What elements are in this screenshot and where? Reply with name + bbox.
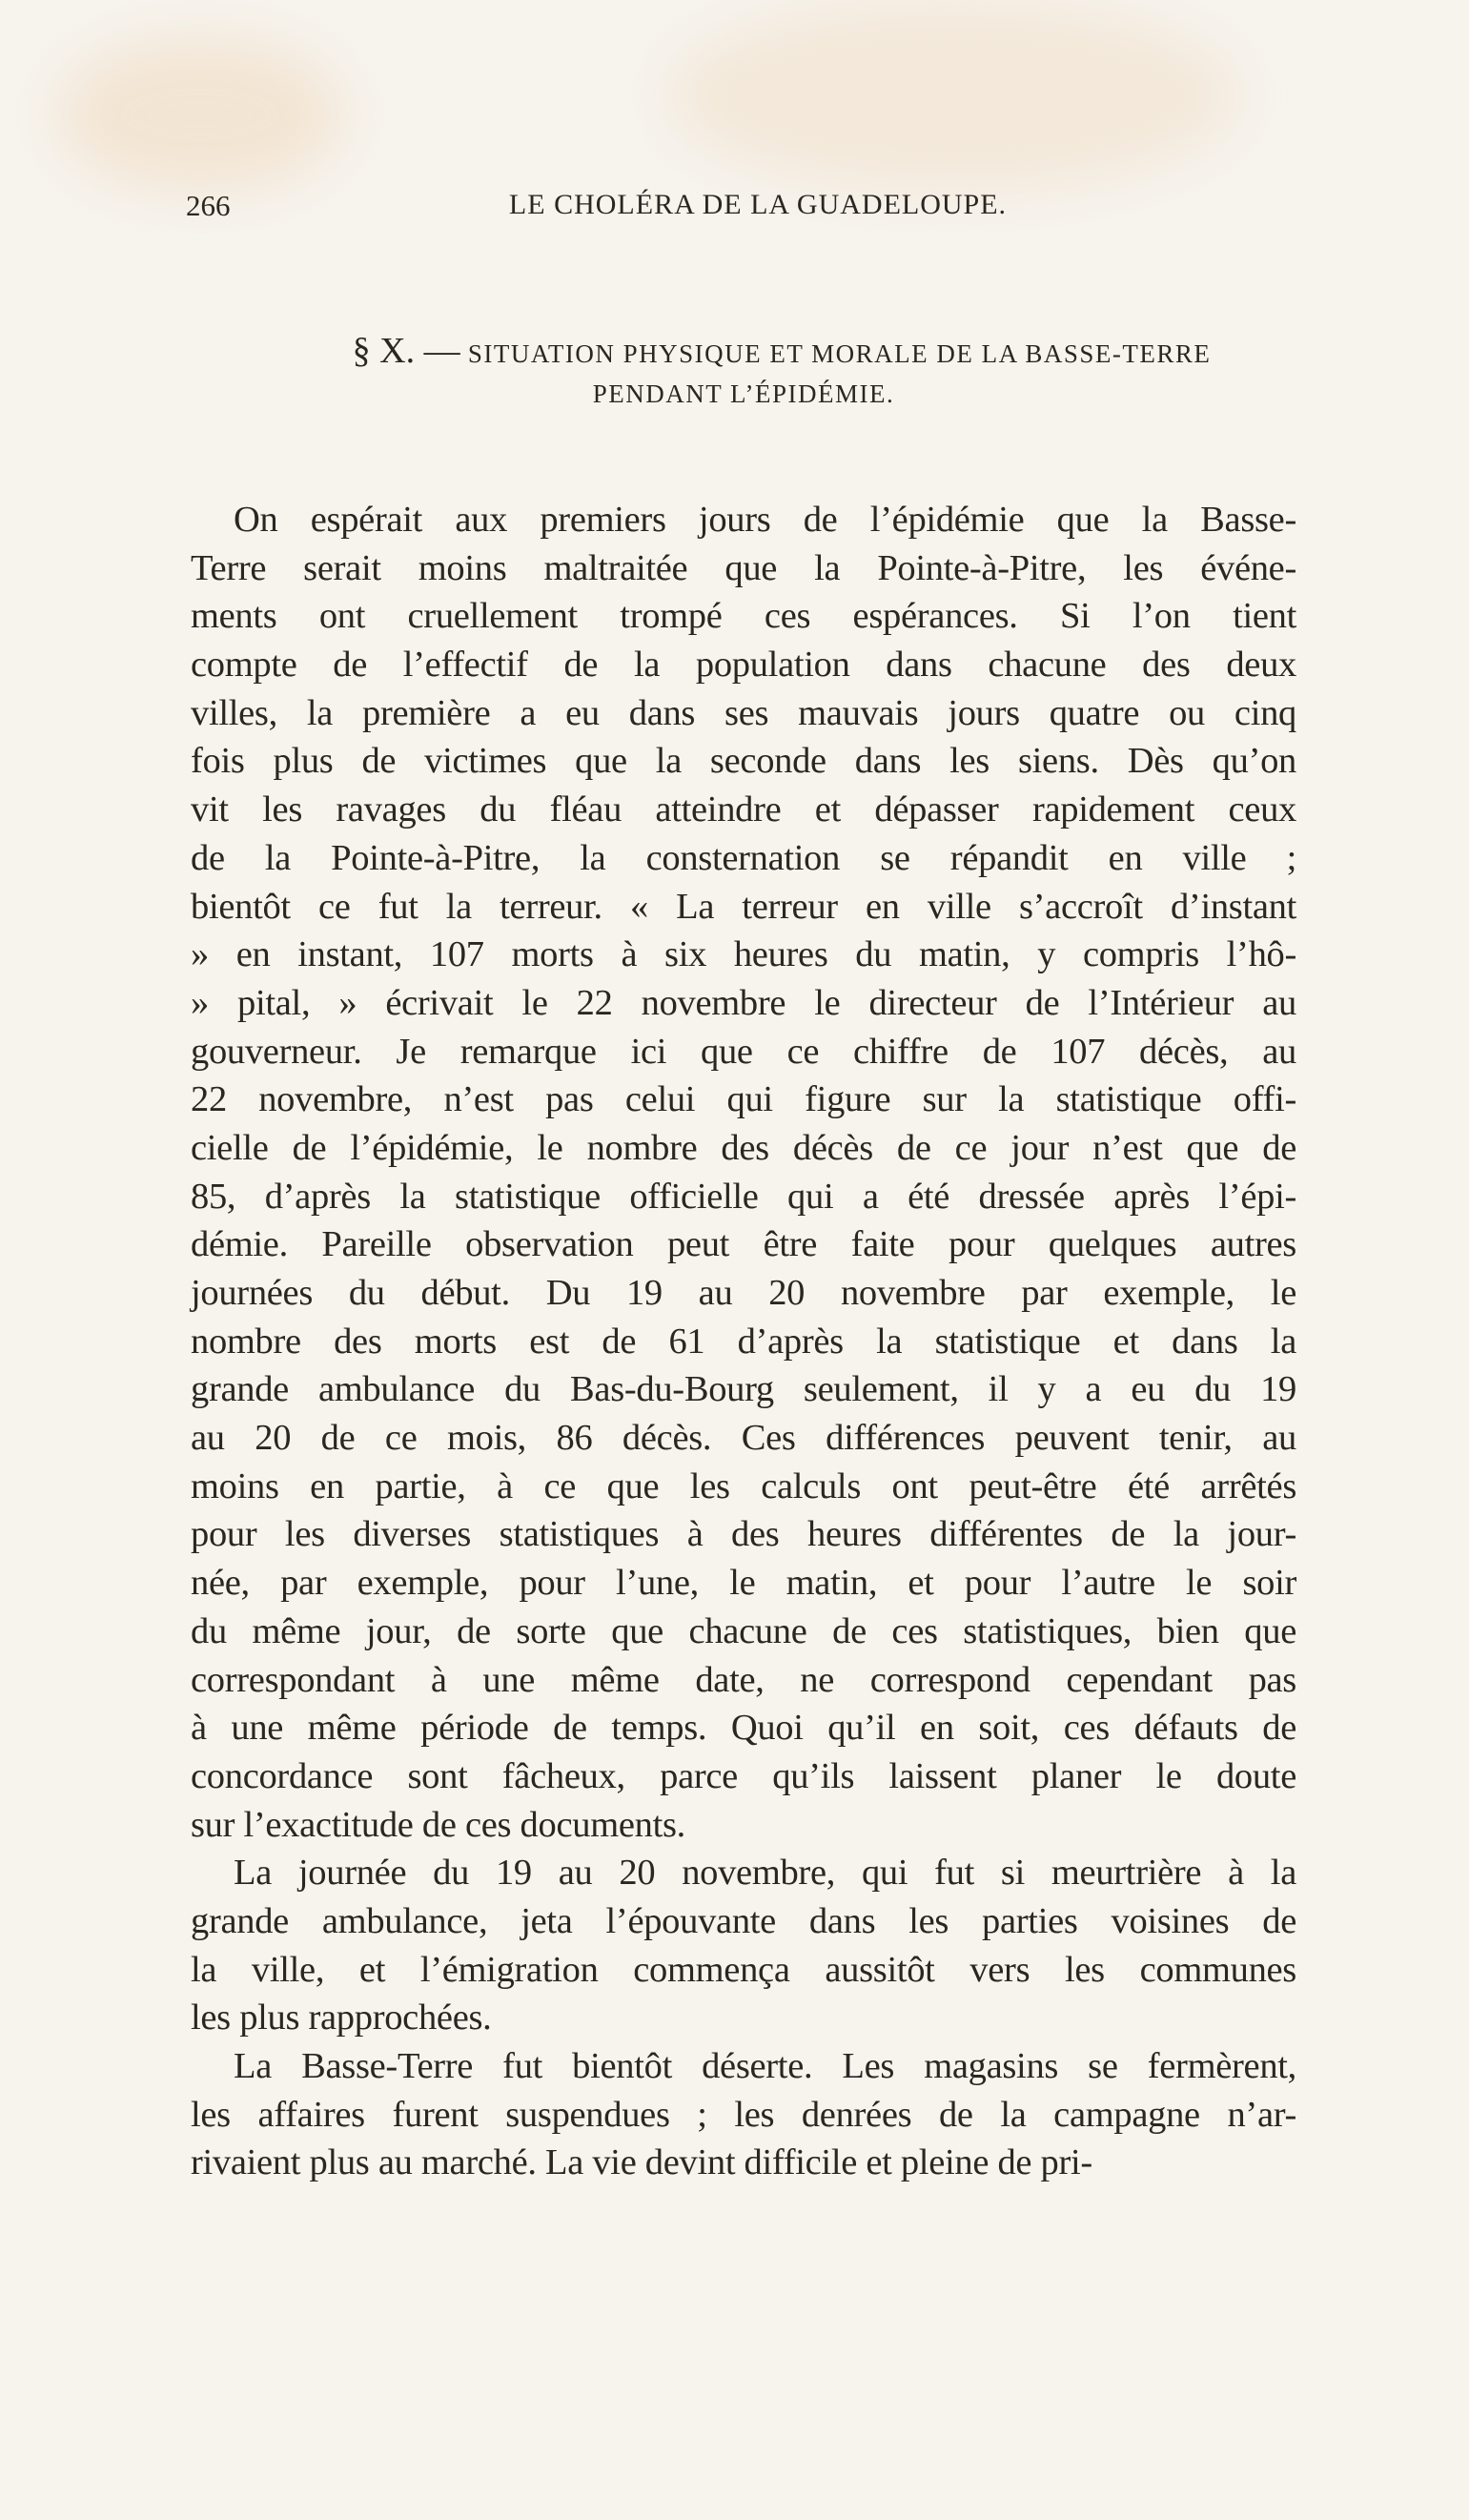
section-title-line-2: PENDANT L’ÉPIDÉMIE.	[592, 379, 895, 408]
body-text	[191, 496, 1296, 2187]
text-line: vit les ravages du fléau atteindre et dépasser rapidement ceux	[191, 789, 1296, 830]
text-line: compte de l’effectif de la population dans chacune des deux	[191, 645, 1296, 686]
running-header	[186, 189, 1301, 236]
text-line: née, par exemple, pour l’une, le matin, et pour l’autre le soir	[191, 1563, 1296, 1604]
paper-stain	[667, 0, 1239, 191]
text-line: La Basse-Terre fut bientôt déserte. Les magasins se fermèrent,	[234, 2046, 1296, 2086]
text-line: concordance sont fâcheux, parce qu’ils laissent planer le doute	[191, 1755, 1296, 1796]
text-line: 22 novembre, n’est pas celui qui figure sur la statistique offi-	[191, 1079, 1296, 1120]
text-line: grande ambulance, jeta l’épouvante dans les parties voisines de	[191, 1900, 1296, 1941]
running-title: LE CHOLÉRA DE LA GUADELOUPE.	[508, 189, 1008, 220]
text-line: bientôt ce fut la terreur. « La terreur en ville s’accroît d’instant	[191, 886, 1296, 927]
text-line: » pital, » écrivait le 22 novembre le directeur de l’Intérieur au	[191, 982, 1296, 1023]
text-line: correspondant à une même date, ne correspond cependant pas	[191, 1659, 1296, 1700]
text-line: fois plus de victimes que la seconde dans les siens. Dès qu’on	[191, 741, 1296, 782]
text-line: de la Pointe-à-Pitre, la consternation se répandit en ville ;	[191, 837, 1296, 878]
text-line: cielle de l’épidémie, le nombre des décès de ce jour n’est que de	[191, 1127, 1296, 1168]
text-line: villes, la première a eu dans ses mauvais jours quatre ou cinq	[191, 692, 1296, 733]
text-line: Terre serait moins maltraitée que la Pointe-à-Pitre, les événe-	[191, 547, 1296, 588]
paper-stain	[57, 38, 343, 191]
text-line: la ville, et l’émigration commença aussitôt vers les communes	[191, 1949, 1296, 1990]
text-line: moins en partie, à ce que les calculs ont peut-être été arrêtés	[191, 1465, 1296, 1506]
text-line: au 20 de ce mois, 86 décès. Ces différences peuvent tenir, au	[191, 1418, 1296, 1459]
page-number: 266	[186, 189, 231, 222]
text-line: 85, d’après la statistique officielle qui a été dressée après l’épi-	[191, 1176, 1296, 1217]
text-line: démie. Pareille observation peut être faite pour quelques autres	[191, 1224, 1296, 1265]
text-line: gouverneur. Je remarque ici que ce chiffre de 107 décès, au	[191, 1031, 1296, 1072]
text-line: On espérait aux premiers jours de l’épidémie que la Basse-	[234, 500, 1296, 540]
text-line: sur l’exactitude de ces documents.	[191, 1804, 685, 1845]
text-line: » en instant, 107 morts à six heures du matin, y compris l’hô-	[191, 934, 1296, 975]
section-title-line-1: SITUATION PHYSIQUE ET MORALE DE LA BASSE-TERRE	[467, 339, 1212, 368]
text-line: à une même période de temps. Quoi qu’il en soit, ces défauts de	[191, 1708, 1296, 1749]
text-line: grande ambulance du Bas-du-Bourg seulement, il y a eu du 19	[191, 1369, 1296, 1410]
text-line: les affaires furent suspendues ; les denrées de la campagne n’ar-	[191, 2094, 1296, 2135]
text-line: journées du début. Du 19 au 20 novembre par exemple, le	[191, 1273, 1296, 1313]
text-line: du même jour, de sorte que chacune de ces statistiques, bien que	[191, 1610, 1296, 1651]
text-line: les plus rapprochées.	[191, 1998, 492, 2039]
text-line: nombre des morts est de 61 d’après la statistique et dans la	[191, 1321, 1296, 1362]
text-line: pour les diverses statistiques à des heures différentes de la jour-	[191, 1514, 1296, 1555]
text-line: ments ont cruellement trompé ces espérances. Si l’on tient	[191, 596, 1296, 637]
section-heading	[186, 330, 1339, 372]
text-line: rivaient plus au marché. La vie devint difficile et pleine de pri-	[191, 2142, 1092, 2183]
text-line: La journée du 19 au 20 novembre, qui fut si meurtrière à la	[234, 1853, 1296, 1894]
section-marker: § X. —	[352, 331, 460, 371]
